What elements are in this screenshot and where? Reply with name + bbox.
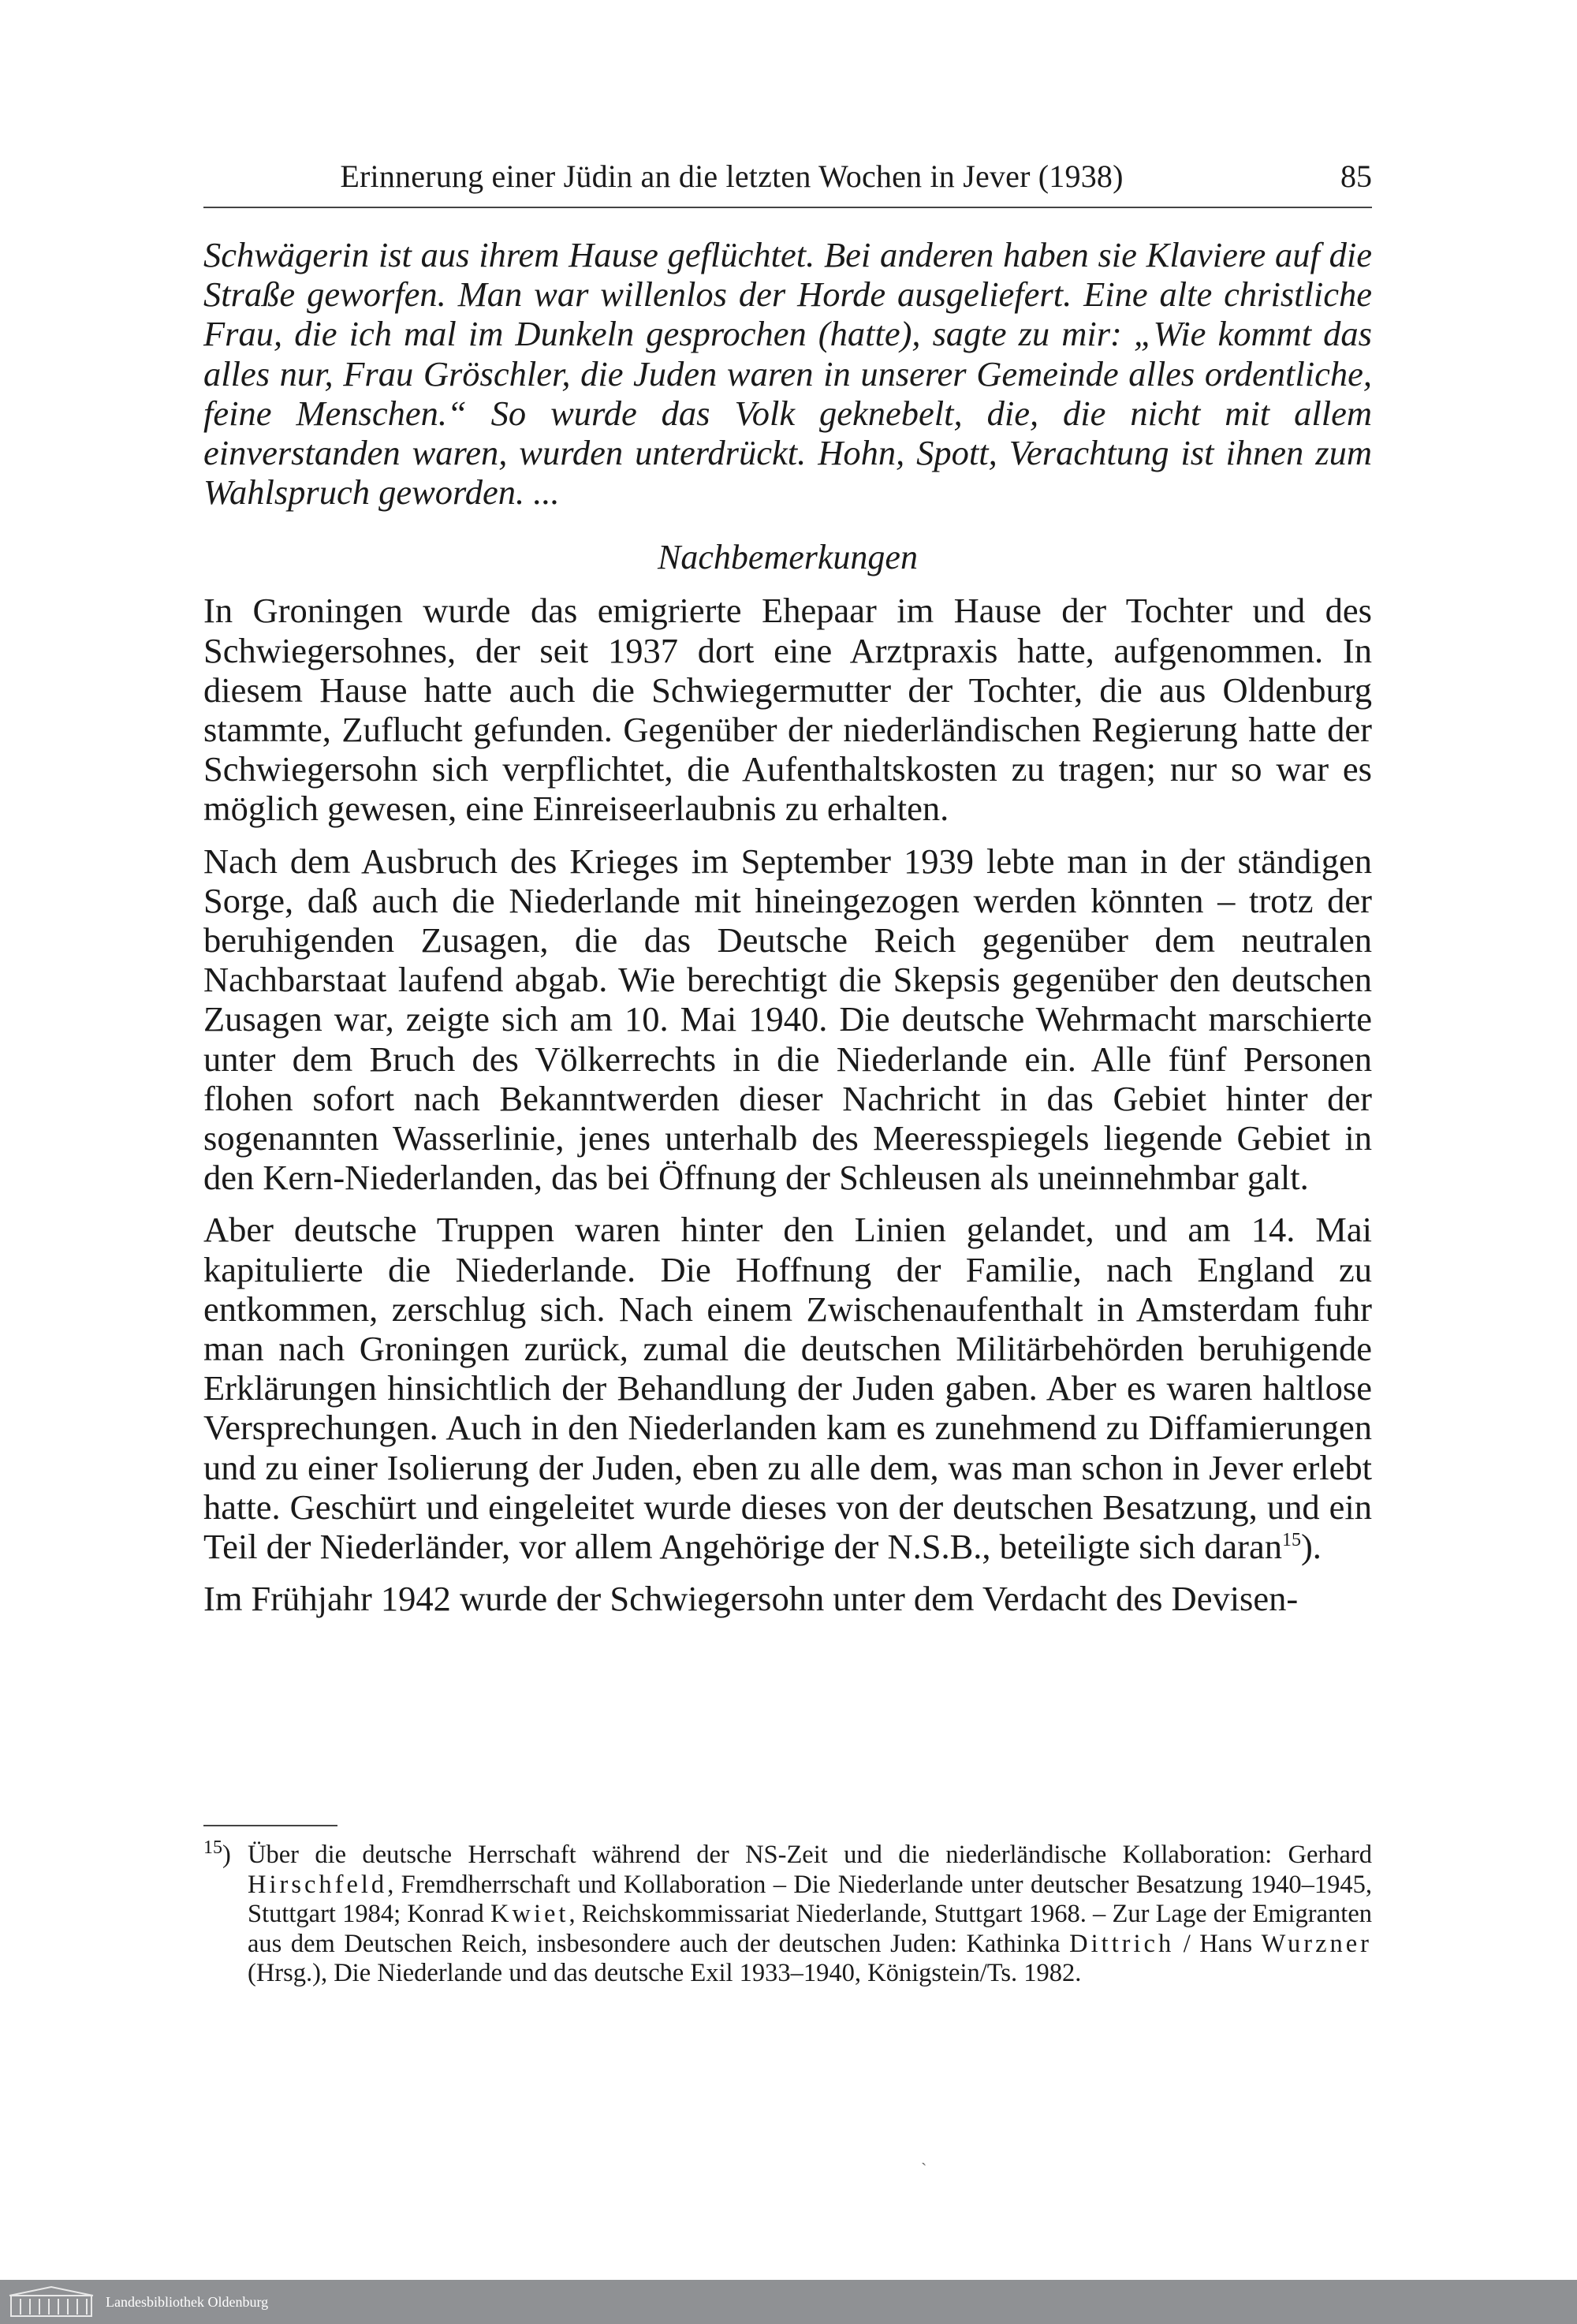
paragraph-capitulation: [203, 1210, 1372, 1566]
footnote-reference[interactable]: 15: [1281, 1530, 1301, 1551]
paragraph-capitulation-text: Aber deutsche Truppen waren hinter den Linien gelandet, und am 14. Mai kapitulierte die Niederlande. Die Hoffnung der Familie, nach England zu entkommen, zerschlug sich. Nach einem Zwischenaufenthalt in Amsterdam fuhr man nach Groningen zurück, zumal die deutschen Militärbehörden beruhigende Erklärungen hinsichtlich der Behandlung der Juden gaben. Aber es waren haltlose Versprechungen. Auch in den Niederlanden kam es zunehmend zu Diffamierungen und zu einer Isolierung der Juden, eben zu alle dem, was man schon in Jever erlebt hatte. Geschürt und eingeleitet wurde dieses von der deutschen Besatzung, und ein Teil der Niederländer, vor allem Angehörige der N.S.B., beteiligte sich daran: [203, 1210, 1372, 1567]
page-number: 85: [1340, 159, 1372, 194]
footnote-15: [203, 1837, 1373, 1989]
footnote-text: , Fremdherrschaft und Kollaboration – Die Niederlande unter deutscher Besatzung 1940–1945, Stuttgart 1984; Konrad: [248, 1870, 1372, 1929]
header-rule: [203, 207, 1372, 208]
library-building-icon: [8, 2285, 95, 2319]
scan-speck: ˋ: [921, 2159, 927, 2179]
footnote-rule: [203, 1825, 337, 1826]
author-name: Kwiet: [490, 1900, 569, 1929]
author-name: Hirschfeld: [248, 1870, 388, 1899]
footnote-text: , Reichskommissariat Niederlande, Stuttgart 1968. – Zur Lage der Emigranten aus dem Deutschen Reich, insbesondere auch der deutschen Juden: Kathinka: [248, 1900, 1372, 1958]
library-footer-bar: [0, 2280, 1577, 2324]
main-text-column: [203, 235, 1372, 1619]
footnote-text: (Hrsg.), Die Niederlande und das deutsche Exil 1933–1940, Königstein/Ts. 1982.: [248, 1959, 1082, 1988]
author-name: Dittrich: [1069, 1929, 1175, 1958]
author-name: Wurzner: [1261, 1929, 1373, 1958]
running-header-title: Erinnerung einer Jüdin an die letzten Wochen in Jever (1938): [340, 159, 1124, 194]
memoir-excerpt: Schwägerin ist aus ihrem Hause geflüchtet. Bei anderen haben sie Klaviere auf die Straße geworfen. Man war willenlos der Horde ausgeliefert. Eine alte christliche Frau, die ich mal im Dunkeln gesprochen (hatte), sagte zu mir: „Wie kommt das alles nur, Frau Gröschler, die Juden waren in unserer Gemeinde alles ordentliche, feine Menschen.“ So wurde das Volk geknebelt, die, die nicht mit allem einverstanden waren, wurden unterdrückt. Hohn, Spott, Verachtung ist ihnen zum Wahlspruch geworden. ...: [203, 235, 1372, 513]
section-heading: Nachbemerkungen: [658, 538, 918, 577]
paragraph-groningen: In Groningen wurde das emigrierte Ehepaar im Hause der Tochter und des Schwiegersohnes, der seit 1937 dort eine Arztpraxis hatte, aufgenommen. In diesem Hause hatte auch die Schwiegermutter der Tochter, die aus Oldenburg stammte, Zuflucht gefunden. Gegenüber der niederländischen Regierung hatte der Schwiegersohn sich verpflichtet, die Aufenthaltskosten zu tragen; nur so war es möglich gewesen, eine Einreiseerlaubnis zu erhalten.: [203, 591, 1372, 829]
paragraph-war-outbreak: Nach dem Ausbruch des Krieges im September 1939 lebte man in der ständigen Sorge, daß auch die Niederlande mit hineingezogen werden könnten – trotz der beruhigenden Zusagen, die das Deutsche Reich gegenüber dem neutralen Nachbarstaat laufend abgab. Wie berechtigt die Skepsis gegenüber den deutschen Zusagen war, zeigte sich am 10. Mai 1940. Die deutsche Wehrmacht marschierte unter dem Bruch des Völkerrechts in die Niederlande ein. Alle fünf Personen flohen sofort nach Bekanntwerden dieser Nachricht in das Gebiet hinter der sogenannten Wasserlinie, jenes unterhalb des Meeresspiegels liegende Gebiet in den Kern-Niederlanden, das bei Öffnung der Schleusen als uneinnehmbar galt.: [203, 841, 1372, 1198]
library-name: Landesbibliothek Oldenburg: [106, 2294, 269, 2310]
paragraph-1942: Im Frühjahr 1942 wurde der Schwiegersohn unter dem Verdacht des Devisen-: [203, 1579, 1299, 1619]
running-header: [203, 155, 1372, 210]
paragraph-capitulation-end: ).: [1300, 1527, 1322, 1567]
footnote-text: Über die deutsche Herrschaft während der NS-Zeit und die niederländische Kollaboration: Gerhard: [248, 1841, 1372, 1869]
footnote-text: / Hans: [1174, 1929, 1253, 1958]
footnote-marker: $^{15}$): [203, 1837, 231, 1869]
footnotes: [203, 1837, 1373, 1989]
